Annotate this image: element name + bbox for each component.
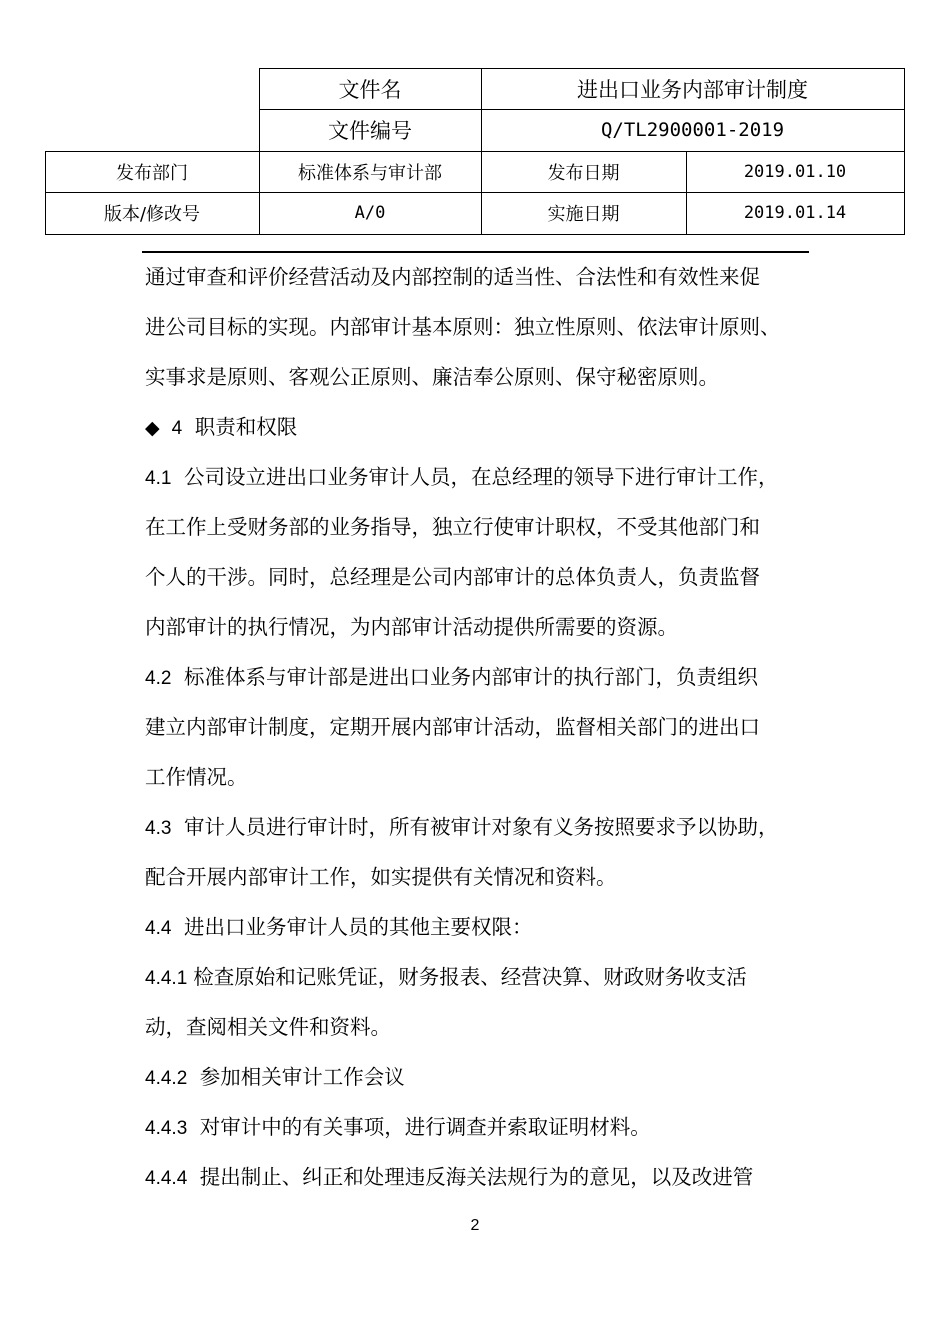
section-number: 4 — [171, 418, 183, 439]
file-name-value: 进出口业务内部审计制度 — [577, 77, 808, 102]
diamond-bullet-icon: ◆ — [145, 417, 160, 439]
clause-text: 公司设立进出口业务审计人员，在总经理的领导下进行审计工作， — [183, 465, 779, 489]
version-value: A/0 — [354, 203, 386, 223]
clause-text: 对审计中的有关事项，进行调查并索取证明材料。 — [199, 1115, 651, 1139]
clause-text: 审计人员进行审计时，所有被审计对象有义务按照要求予以协助， — [183, 815, 779, 839]
document-body — [145, 252, 825, 1202]
clause-line — [145, 1102, 825, 1152]
clause-line — [145, 902, 825, 952]
publish-dept-label: 发布部门 — [116, 162, 188, 184]
text-line: 建立内部审计制度，定期开展内部审计活动，监督相关部门的进出口 — [145, 715, 760, 739]
clause-line — [145, 952, 825, 1002]
file-name-label: 文件名 — [338, 77, 402, 102]
clause-number: 4.4.3 — [145, 1118, 188, 1139]
clause-number: 4.4.1 — [145, 968, 188, 989]
clause-line — [145, 652, 825, 702]
clause-text: 进出口业务审计人员的其他主要权限： — [183, 915, 533, 939]
publish-date-value: 2019.01.10 — [743, 161, 847, 182]
clause-text: 参加相关审计工作会议 — [199, 1065, 405, 1089]
publish-dept-value: 标准体系与审计部 — [298, 162, 442, 184]
text-line: 个人的干涉。同时，总经理是公司内部审计的总体负责人，负责监督 — [145, 565, 760, 589]
clause-number: 4.3 — [145, 818, 172, 839]
page-number: 2 — [470, 1217, 480, 1234]
text-line: 配合开展内部审计工作，如实提供有关情况和资料。 — [145, 865, 617, 889]
text-line: 工作情况。 — [145, 765, 248, 789]
section-heading — [145, 402, 825, 452]
text-line: 动，查阅相关文件和资料。 — [145, 1015, 391, 1039]
clause-line — [145, 452, 825, 502]
version-label: 版本/修改号 — [103, 204, 201, 225]
clause-text: 检查原始和记账凭证，财务报表、经营决算、财政财务收支活 — [193, 965, 747, 989]
table-border — [904, 68, 905, 235]
document-header-table — [0, 0, 950, 240]
text-line: 通过审查和评价经营活动及内部控制的适当性、合法性和有效性来促 — [145, 265, 760, 289]
clause-number: 4.4.4 — [145, 1168, 188, 1189]
clause-line — [145, 1052, 825, 1102]
text-line: 在工作上受财务部的业务指导，独立行使审计职权，不受其他部门和 — [145, 515, 760, 539]
file-number-label: 文件编号 — [328, 119, 412, 143]
table-border — [45, 234, 905, 235]
clause-number: 4.2 — [145, 668, 172, 689]
text-line: 实事求是原则、客观公正原则、廉洁奉公原则、保守秘密原则。 — [145, 365, 719, 389]
publish-date-label: 发布日期 — [547, 162, 620, 184]
clause-line — [145, 1152, 825, 1202]
clause-line — [145, 802, 825, 852]
text-line: 进公司目标的实现。内部审计基本原则：独立性原则、依法审计原则、 — [145, 315, 781, 339]
text-line: 内部审计的执行情况，为内部审计活动提供所需要的资源。 — [145, 615, 678, 639]
section-title: 职责和权限 — [194, 415, 298, 439]
clause-number: 4.4 — [145, 918, 172, 939]
file-number-value: Q/TL2900001-2019 — [600, 119, 785, 141]
effective-date-label: 实施日期 — [547, 204, 620, 225]
clause-number: 4.1 — [145, 468, 172, 489]
clause-text: 标准体系与审计部是进出口业务内部审计的执行部门，负责组织 — [183, 665, 758, 689]
effective-date-value: 2019.01.14 — [743, 203, 847, 223]
clause-text: 提出制止、纠正和处理违反海关法规行为的意见，以及改进管 — [199, 1165, 754, 1189]
clause-number: 4.4.2 — [145, 1068, 188, 1089]
